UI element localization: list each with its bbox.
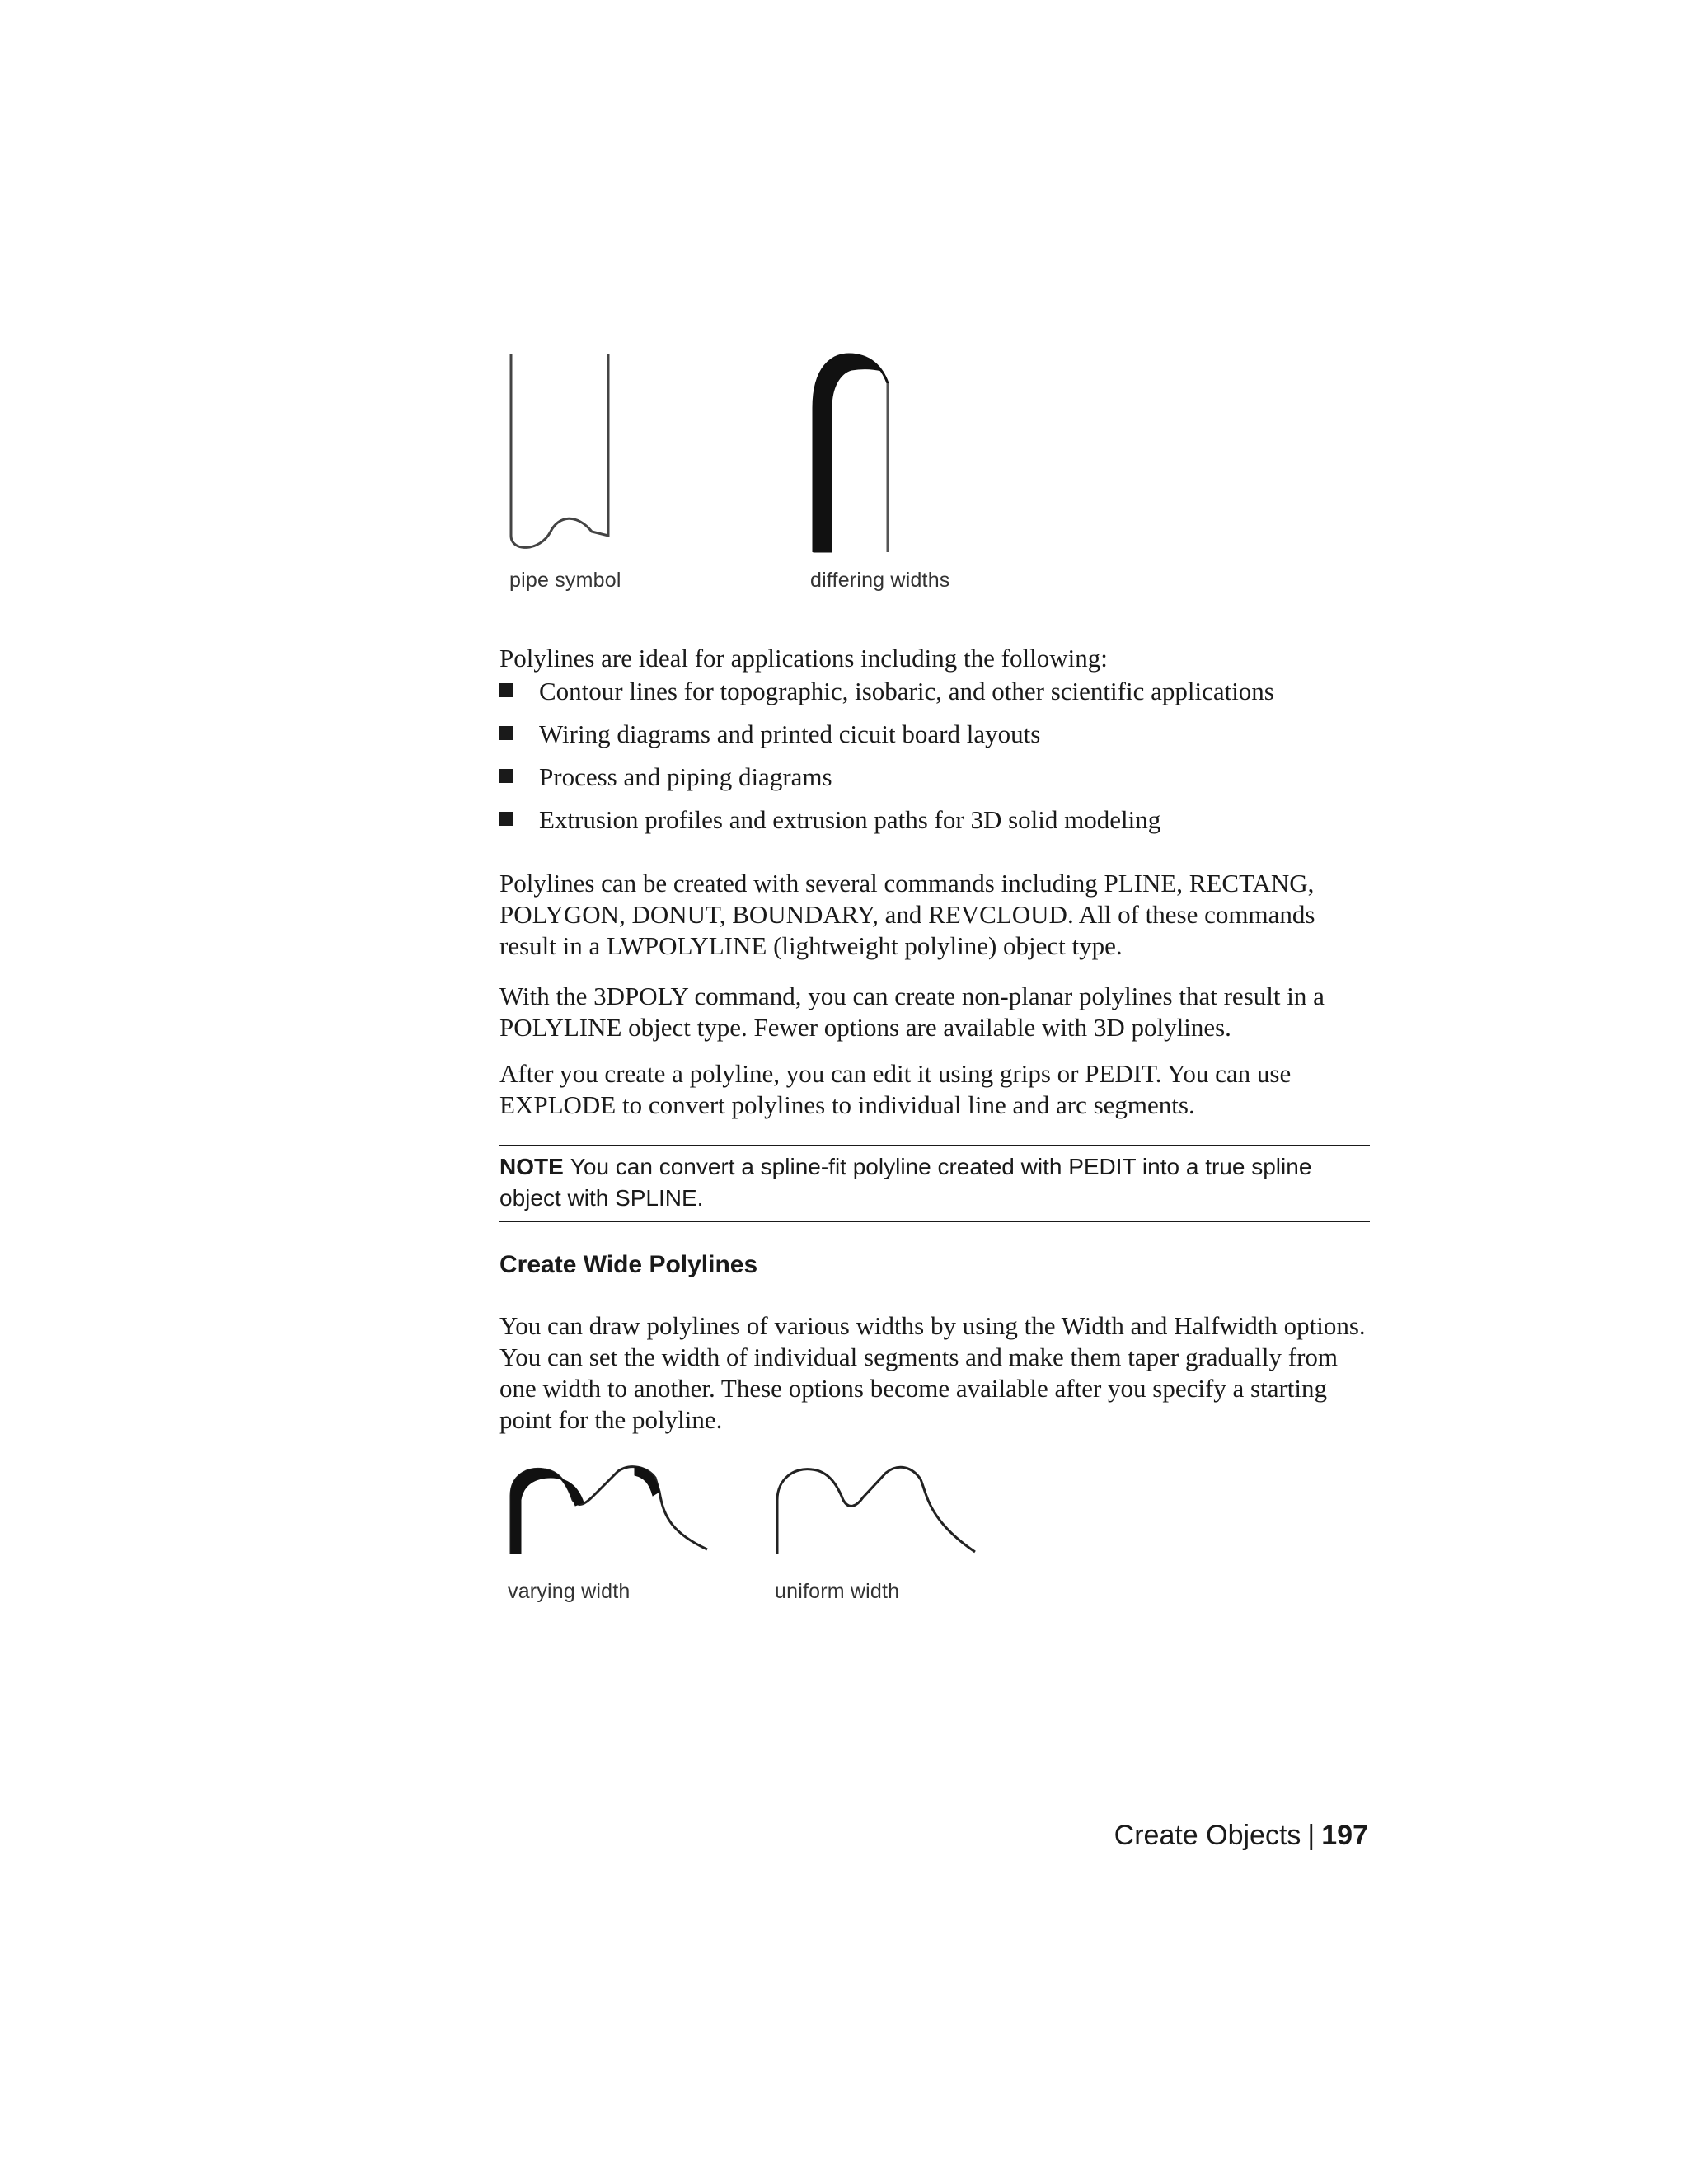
section-heading: Create Wide Polylines <box>499 1251 758 1278</box>
list-item-text: Wiring diagrams and printed cicuit board layouts <box>539 719 1041 748</box>
list-item-text: Contour lines for topographic, isobaric, and other scientific applications <box>539 677 1274 705</box>
note-label: NOTE <box>499 1154 564 1179</box>
differing-widths-figure <box>804 350 927 556</box>
square-bullet-icon <box>499 726 513 740</box>
differing-widths-drawing <box>804 350 927 556</box>
page-number: 197 <box>1321 1820 1368 1851</box>
body-paragraph: With the 3DPOLY command, you can create non-planar polylines that result in a POLYLINE object type. Fewer options are available with 3D polylines. <box>499 982 1325 1042</box>
list-item <box>499 719 1390 762</box>
square-bullet-icon <box>499 812 513 826</box>
pipe-symbol-figure <box>495 350 618 556</box>
pipe-symbol-drawing <box>495 350 618 556</box>
varying-width-caption: varying width <box>508 1580 631 1603</box>
page-footer <box>1114 1819 1368 1852</box>
footer-section-title: Create Objects <box>1114 1820 1301 1851</box>
uniform-width-caption: uniform width <box>775 1580 900 1603</box>
list-item <box>499 676 1390 719</box>
body-paragraph: After you create a polyline, you can edit it using grips or PEDIT. You can use EXPLODE to convert polylines to individual line and arc segments. <box>499 1059 1292 1119</box>
list-item-text: Process and piping diagrams <box>539 762 832 791</box>
body-paragraph: Polylines can be created with several commands including PLINE, RECTANG, POLYGON, DONUT, BOUNDARY, and REVCLOUD. All of these commands result in a LWPOLYLINE (lightweight polyline) object type. <box>499 869 1315 960</box>
varying-width-figure <box>503 1463 721 1562</box>
uniform-width-figure <box>771 1463 989 1562</box>
differing-widths-caption: differing widths <box>810 569 950 592</box>
uniform-width-drawing <box>771 1463 989 1562</box>
note-text: You can convert a spline-fit polyline created with PEDIT into a true spline object with SPLINE. <box>499 1154 1312 1211</box>
square-bullet-icon <box>499 683 513 697</box>
intro-paragraph: Polylines are ideal for applications including the following: <box>499 644 1108 673</box>
varying-width-drawing <box>503 1463 721 1562</box>
section-paragraph: You can draw polylines of various widths by using the Width and Halfwidth options. You can set the width of individual segments and make them taper gradually from one width to another. These options become available after you specify a starting point for the polyline. <box>499 1311 1366 1434</box>
list-item <box>499 762 1390 804</box>
square-bullet-icon <box>499 769 513 783</box>
applications-list <box>499 676 1390 847</box>
list-item-text: Extrusion profiles and extrusion paths for 3D solid modeling <box>539 805 1161 834</box>
note-box <box>499 1145 1370 1222</box>
footer-separator: | <box>1307 1820 1315 1851</box>
pipe-symbol-caption: pipe symbol <box>509 569 621 592</box>
list-item <box>499 804 1390 847</box>
